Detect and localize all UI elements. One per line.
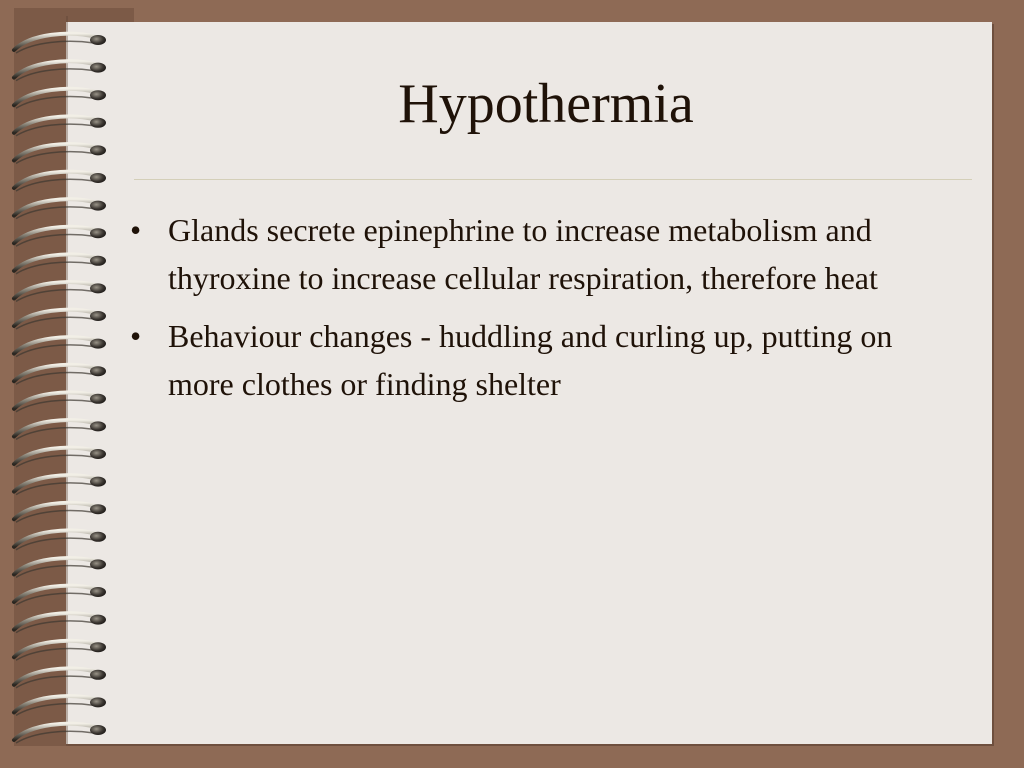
bullet-text: Glands secrete epinephrine to increase metabolism and thyroxine to increase cellular respiration, therefore heat [168, 212, 878, 296]
spiral-coil [14, 199, 106, 218]
bullet-list [126, 206, 926, 418]
bullet-marker: • [130, 318, 142, 354]
spiral-coil [14, 696, 106, 715]
spiral-coil [14, 668, 106, 687]
spiral-coil [14, 475, 106, 494]
spiral-coil [14, 586, 106, 605]
spiral-coil [14, 337, 106, 356]
spiral-coil [14, 392, 106, 411]
spiral-coil [14, 227, 106, 246]
spiral-coil [14, 282, 106, 301]
spiral-coil [14, 172, 106, 191]
spiral-coil [14, 34, 106, 53]
spiral-coil [14, 503, 106, 522]
spiral-coil [14, 420, 106, 439]
spiral-coil [14, 724, 106, 743]
spiral-coil [14, 310, 106, 329]
bullet-item-1 [126, 206, 926, 302]
spiral-coil [14, 613, 106, 632]
spiral-coil [14, 254, 106, 273]
bullet-text: Behaviour changes - huddling and curling up, putting on more clothes or finding shelter [168, 318, 893, 402]
spiral-coil [14, 365, 106, 384]
title-divider [134, 179, 972, 180]
spiral-coil [14, 530, 106, 549]
spiral-coil [14, 448, 106, 467]
bullet-marker: • [130, 212, 142, 248]
slide-title: Hypothermia [398, 73, 694, 135]
bullet-item-2 [126, 312, 926, 408]
spiral-coil [14, 558, 106, 577]
spiral-coil [14, 641, 106, 660]
spiral-coil [14, 144, 106, 163]
